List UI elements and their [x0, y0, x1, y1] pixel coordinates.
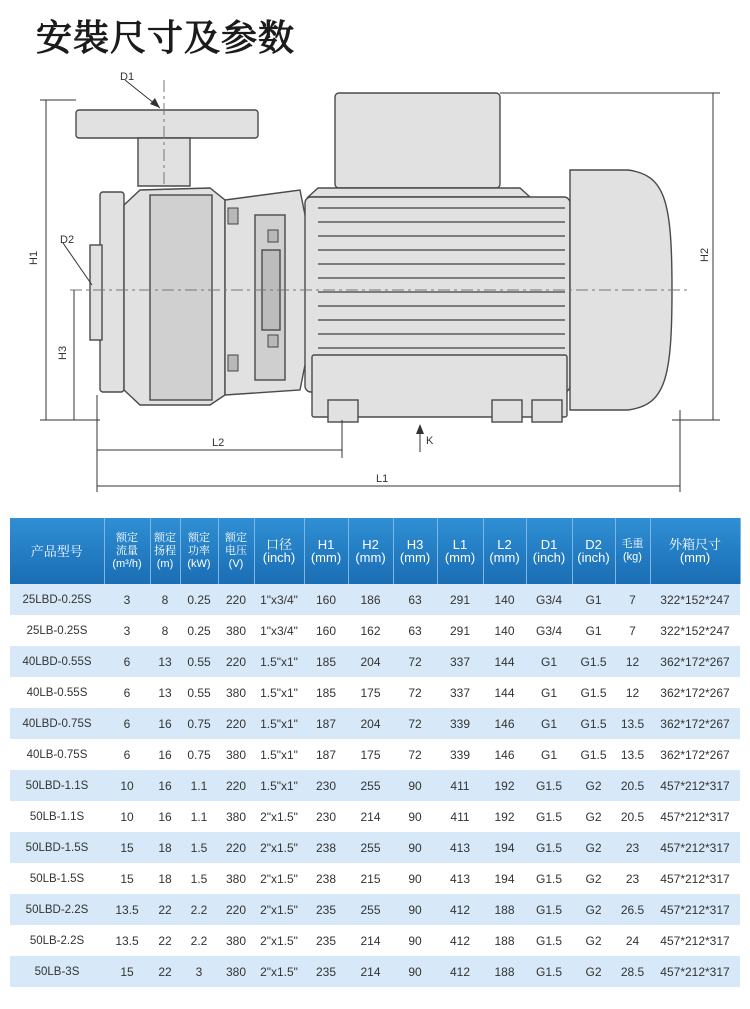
- label-d2: D2: [60, 234, 75, 246]
- cell-d2: G1.5: [572, 646, 615, 677]
- cell-carton: 457*212*317: [650, 925, 740, 956]
- cell-flow: 10: [104, 801, 150, 832]
- table-row: [10, 832, 740, 863]
- header-head: 额定 扬程 (m): [150, 518, 180, 584]
- cell-carton: 457*212*317: [650, 863, 740, 894]
- table-row: [10, 956, 740, 987]
- cell-bore: 2"x1.5": [254, 956, 304, 987]
- header-l1: L1 (mm): [437, 518, 483, 584]
- cell-power: 0.75: [180, 739, 218, 770]
- header-h1: H1 (mm): [304, 518, 348, 584]
- cell-model: 50LB-1.1S: [10, 801, 104, 832]
- cell-h2: 255: [348, 770, 393, 801]
- cell-head: 18: [150, 863, 180, 894]
- header-voltage: 额定 电压 (V): [218, 518, 254, 584]
- cell-d1: G1: [526, 708, 572, 739]
- header-bore: 口径 (inch): [254, 518, 304, 584]
- cell-h1: 238: [304, 832, 348, 863]
- cell-h3: 90: [393, 925, 437, 956]
- cell-head: 16: [150, 739, 180, 770]
- cell-flow: 13.5: [104, 894, 150, 925]
- spec-table: [10, 518, 741, 987]
- header-power: 额定 功率 (kW): [180, 518, 218, 584]
- cell-l1: 339: [437, 708, 483, 739]
- cell-h2: 215: [348, 863, 393, 894]
- cell-power: 3: [180, 956, 218, 987]
- cell-bore: 2"x1.5": [254, 925, 304, 956]
- cell-l2: 140: [483, 584, 526, 615]
- cell-h2: 214: [348, 925, 393, 956]
- cell-model: 25LBD-0.25S: [10, 584, 104, 615]
- cell-head: 8: [150, 584, 180, 615]
- cell-h1: 160: [304, 584, 348, 615]
- pump-dimension-drawing: [0, 70, 750, 500]
- cell-weight: 12: [615, 646, 650, 677]
- cell-voltage: 220: [218, 584, 254, 615]
- cell-weight: 20.5: [615, 801, 650, 832]
- table-row: [10, 739, 740, 770]
- header-flow: 额定 流量 (m³/h): [104, 518, 150, 584]
- cell-voltage: 380: [218, 863, 254, 894]
- cell-h3: 90: [393, 894, 437, 925]
- cell-d2: G2: [572, 894, 615, 925]
- cell-carton: 362*172*267: [650, 677, 740, 708]
- cell-carton: 457*212*317: [650, 956, 740, 987]
- cell-power: 0.25: [180, 615, 218, 646]
- cell-l1: 411: [437, 801, 483, 832]
- cell-weight: 26.5: [615, 894, 650, 925]
- cell-h2: 255: [348, 894, 393, 925]
- cell-bore: 2"x1.5": [254, 863, 304, 894]
- cell-head: 13: [150, 677, 180, 708]
- cell-flow: 15: [104, 863, 150, 894]
- cell-h2: 175: [348, 677, 393, 708]
- cell-d2: G1.5: [572, 739, 615, 770]
- table-row: [10, 925, 740, 956]
- cell-d2: G1.5: [572, 677, 615, 708]
- cell-power: 0.55: [180, 677, 218, 708]
- cell-model: 50LBD-1.1S: [10, 770, 104, 801]
- cell-h1: 187: [304, 708, 348, 739]
- cell-h2: 204: [348, 708, 393, 739]
- cell-h2: 186: [348, 584, 393, 615]
- cell-head: 18: [150, 832, 180, 863]
- header-model: 产品型号: [10, 518, 104, 584]
- cell-flow: 6: [104, 646, 150, 677]
- cell-head: 16: [150, 801, 180, 832]
- cell-voltage: 380: [218, 925, 254, 956]
- cell-l1: 412: [437, 956, 483, 987]
- cell-bore: 1.5"x1": [254, 739, 304, 770]
- table-row: [10, 584, 740, 615]
- cell-bore: 1"x3/4": [254, 584, 304, 615]
- label-h3: H3: [57, 345, 69, 360]
- cell-carton: 457*212*317: [650, 801, 740, 832]
- cell-l1: 291: [437, 615, 483, 646]
- cell-l1: 337: [437, 646, 483, 677]
- cell-d1: G1.5: [526, 801, 572, 832]
- cell-voltage: 380: [218, 739, 254, 770]
- cell-d2: G2: [572, 832, 615, 863]
- cell-d1: G1.5: [526, 770, 572, 801]
- cell-weight: 7: [615, 584, 650, 615]
- header-d1: D1 (inch): [526, 518, 572, 584]
- cell-flow: 6: [104, 739, 150, 770]
- cell-bore: 1.5"x1": [254, 708, 304, 739]
- cell-flow: 15: [104, 956, 150, 987]
- cell-carton: 362*172*267: [650, 708, 740, 739]
- cell-d2: G2: [572, 925, 615, 956]
- cell-flow: 6: [104, 708, 150, 739]
- cell-l2: 192: [483, 770, 526, 801]
- cell-h3: 90: [393, 770, 437, 801]
- cell-d1: G1: [526, 739, 572, 770]
- cell-bore: 2"x1.5": [254, 832, 304, 863]
- cell-flow: 13.5: [104, 925, 150, 956]
- table-row: [10, 677, 740, 708]
- cell-carton: 457*212*317: [650, 770, 740, 801]
- cell-flow: 3: [104, 584, 150, 615]
- cell-d1: G1: [526, 677, 572, 708]
- cell-weight: 23: [615, 863, 650, 894]
- cell-model: 40LBD-0.75S: [10, 708, 104, 739]
- cell-carton: 457*212*317: [650, 832, 740, 863]
- inlet-flange: [100, 192, 124, 392]
- cell-voltage: 220: [218, 832, 254, 863]
- cell-power: 2.2: [180, 925, 218, 956]
- cell-head: 22: [150, 894, 180, 925]
- cell-weight: 7: [615, 615, 650, 646]
- cell-l1: 413: [437, 863, 483, 894]
- cell-h3: 72: [393, 739, 437, 770]
- label-l1: L1: [376, 473, 389, 485]
- cell-voltage: 220: [218, 770, 254, 801]
- cell-flow: 15: [104, 832, 150, 863]
- cell-weight: 28.5: [615, 956, 650, 987]
- table-row: [10, 646, 740, 677]
- cell-model: 40LB-0.75S: [10, 739, 104, 770]
- cell-head: 22: [150, 956, 180, 987]
- table-row: [10, 894, 740, 925]
- cell-h2: 175: [348, 739, 393, 770]
- cell-l1: 411: [437, 770, 483, 801]
- cell-h1: 230: [304, 770, 348, 801]
- cell-weight: 12: [615, 677, 650, 708]
- cell-model: 40LBD-0.55S: [10, 646, 104, 677]
- cell-d2: G1: [572, 584, 615, 615]
- cell-d1: G1.5: [526, 832, 572, 863]
- cell-flow: 10: [104, 770, 150, 801]
- cell-d2: G1: [572, 615, 615, 646]
- cell-head: 8: [150, 615, 180, 646]
- cell-l2: 144: [483, 677, 526, 708]
- cell-head: 16: [150, 708, 180, 739]
- cell-l2: 194: [483, 863, 526, 894]
- cell-weight: 13.5: [615, 708, 650, 739]
- cell-model: 25LB-0.25S: [10, 615, 104, 646]
- cell-d2: G2: [572, 956, 615, 987]
- cell-head: 16: [150, 770, 180, 801]
- cell-power: 1.1: [180, 801, 218, 832]
- cell-power: 2.2: [180, 894, 218, 925]
- cell-h2: 204: [348, 646, 393, 677]
- cell-h1: 187: [304, 739, 348, 770]
- cell-d1: G3/4: [526, 615, 572, 646]
- cell-h2: 214: [348, 956, 393, 987]
- cell-l2: 140: [483, 615, 526, 646]
- cell-head: 22: [150, 925, 180, 956]
- cell-h2: 162: [348, 615, 393, 646]
- table-row: [10, 615, 740, 646]
- cell-h3: 72: [393, 677, 437, 708]
- cell-model: 50LB-3S: [10, 956, 104, 987]
- cell-l2: 194: [483, 832, 526, 863]
- label-arrow: K: [426, 435, 434, 447]
- cell-power: 0.25: [180, 584, 218, 615]
- cell-carton: 457*212*317: [650, 894, 740, 925]
- cell-h3: 90: [393, 956, 437, 987]
- cell-d1: G3/4: [526, 584, 572, 615]
- table-row: [10, 863, 740, 894]
- page-title: 安裝尺寸及参数: [36, 17, 296, 59]
- cell-d2: G2: [572, 863, 615, 894]
- cell-l1: 291: [437, 584, 483, 615]
- cell-weight: 13.5: [615, 739, 650, 770]
- cell-h1: 235: [304, 925, 348, 956]
- table-row: [10, 708, 740, 739]
- cell-power: 1.5: [180, 863, 218, 894]
- label-h1: H1: [28, 250, 40, 265]
- cell-d1: G1.5: [526, 863, 572, 894]
- table-row: [10, 770, 740, 801]
- cell-power: 0.75: [180, 708, 218, 739]
- outlet-flange: [76, 110, 258, 138]
- cell-voltage: 220: [218, 894, 254, 925]
- cell-h1: 235: [304, 894, 348, 925]
- cell-voltage: 380: [218, 677, 254, 708]
- cell-h2: 255: [348, 832, 393, 863]
- cell-h3: 90: [393, 832, 437, 863]
- cell-head: 13: [150, 646, 180, 677]
- cell-bore: 2"x1.5": [254, 801, 304, 832]
- cell-d1: G1.5: [526, 894, 572, 925]
- label-l2: L2: [212, 437, 225, 449]
- cell-carton: 362*172*267: [650, 739, 740, 770]
- cell-d1: G1: [526, 646, 572, 677]
- cell-d2: G1.5: [572, 708, 615, 739]
- cell-weight: 20.5: [615, 770, 650, 801]
- cell-h1: 230: [304, 801, 348, 832]
- cell-weight: 23: [615, 832, 650, 863]
- cell-l1: 413: [437, 832, 483, 863]
- cell-d1: G1.5: [526, 956, 572, 987]
- cell-l2: 146: [483, 739, 526, 770]
- cell-h3: 72: [393, 646, 437, 677]
- cell-d2: G2: [572, 801, 615, 832]
- cell-l1: 412: [437, 894, 483, 925]
- header-l2: L2 (mm): [483, 518, 526, 584]
- cell-h3: 90: [393, 801, 437, 832]
- cell-h1: 238: [304, 863, 348, 894]
- cell-bore: 1.5"x1": [254, 770, 304, 801]
- cell-flow: 3: [104, 615, 150, 646]
- header-weight: 毛重 (kg): [615, 518, 650, 584]
- cell-voltage: 380: [218, 615, 254, 646]
- cell-voltage: 220: [218, 646, 254, 677]
- cell-carton: 362*172*267: [650, 646, 740, 677]
- cell-voltage: 220: [218, 708, 254, 739]
- header-carton: 外箱尺寸 (mm): [650, 518, 740, 584]
- cell-l2: 144: [483, 646, 526, 677]
- cell-power: 1.1: [180, 770, 218, 801]
- cell-carton: 322*152*247: [650, 584, 740, 615]
- cell-bore: 2"x1.5": [254, 894, 304, 925]
- cell-h2: 214: [348, 801, 393, 832]
- cell-h3: 90: [393, 863, 437, 894]
- cell-l2: 188: [483, 894, 526, 925]
- cell-voltage: 380: [218, 801, 254, 832]
- cell-model: 50LB-2.2S: [10, 925, 104, 956]
- cell-h1: 185: [304, 646, 348, 677]
- cell-l2: 188: [483, 956, 526, 987]
- cell-h3: 63: [393, 615, 437, 646]
- cell-h1: 235: [304, 956, 348, 987]
- spec-table-header: [10, 518, 740, 584]
- cell-l2: 188: [483, 925, 526, 956]
- cell-h1: 160: [304, 615, 348, 646]
- header-h3: H3 (mm): [393, 518, 437, 584]
- cell-carton: 322*152*247: [650, 615, 740, 646]
- cell-model: 50LBD-1.5S: [10, 832, 104, 863]
- cell-l1: 339: [437, 739, 483, 770]
- cell-d2: G2: [572, 770, 615, 801]
- terminal-box: [335, 93, 500, 188]
- cell-power: 1.5: [180, 832, 218, 863]
- cell-d1: G1.5: [526, 925, 572, 956]
- cell-bore: 1.5"x1": [254, 646, 304, 677]
- cell-voltage: 380: [218, 956, 254, 987]
- cell-l2: 146: [483, 708, 526, 739]
- cell-model: 50LB-1.5S: [10, 863, 104, 894]
- cell-h1: 185: [304, 677, 348, 708]
- table-row: [10, 801, 740, 832]
- cell-l1: 412: [437, 925, 483, 956]
- cell-h3: 63: [393, 584, 437, 615]
- header-h2: H2 (mm): [348, 518, 393, 584]
- cell-l1: 337: [437, 677, 483, 708]
- cell-model: 50LBD-2.2S: [10, 894, 104, 925]
- label-h2: H2: [699, 247, 711, 262]
- cell-model: 40LB-0.55S: [10, 677, 104, 708]
- cell-flow: 6: [104, 677, 150, 708]
- cell-bore: 1"x3/4": [254, 615, 304, 646]
- cell-h3: 72: [393, 708, 437, 739]
- cell-power: 0.55: [180, 646, 218, 677]
- cell-bore: 1.5"x1": [254, 677, 304, 708]
- cell-weight: 24: [615, 925, 650, 956]
- label-d1: D1: [120, 71, 135, 83]
- header-d2: D2 (inch): [572, 518, 615, 584]
- spec-table-body: [10, 584, 740, 987]
- cell-l2: 192: [483, 801, 526, 832]
